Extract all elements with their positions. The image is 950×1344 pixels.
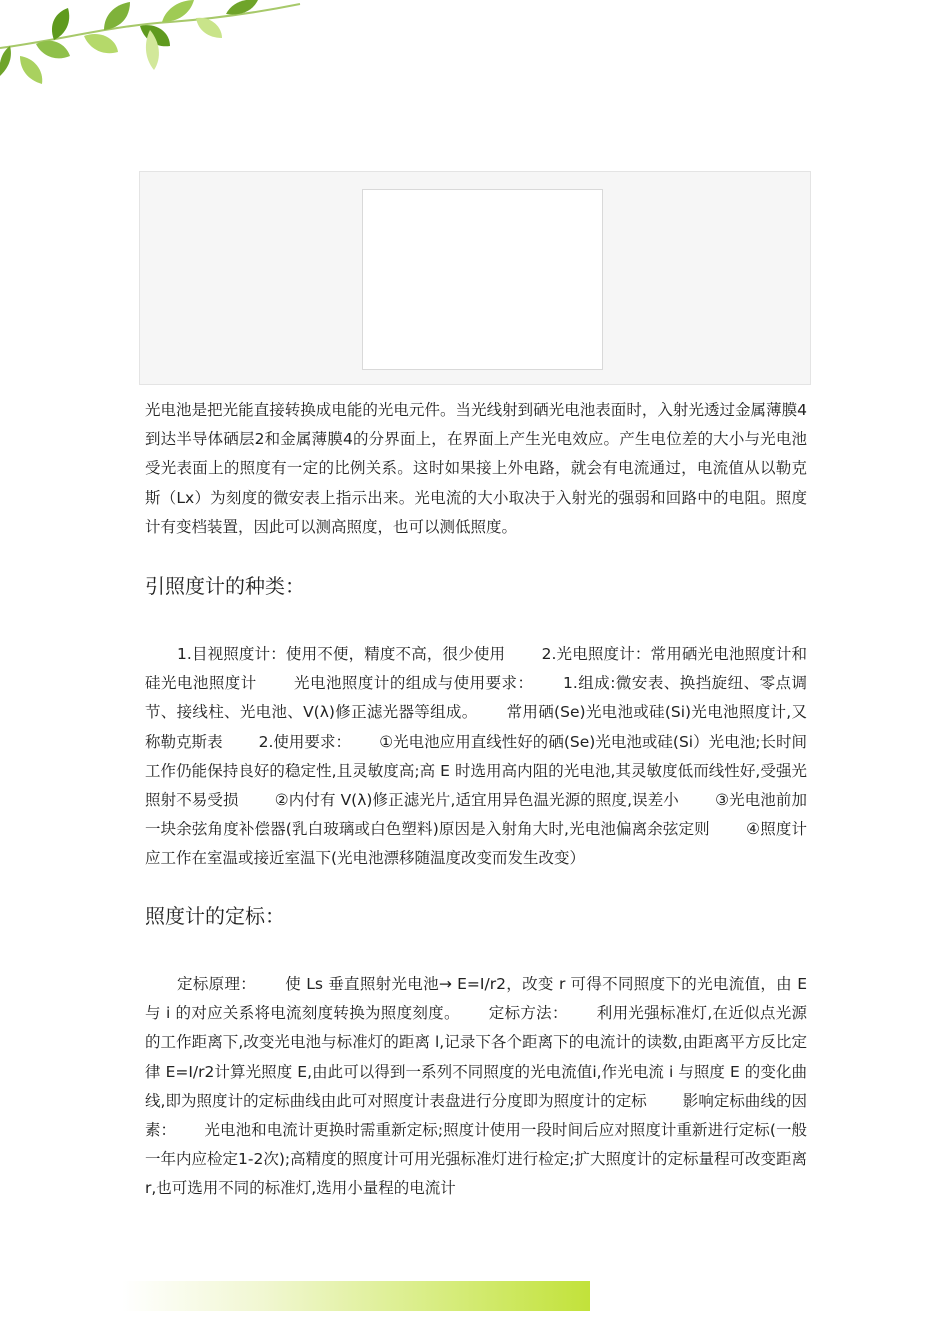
section-heading-calibration: 照度计的定标： [145, 904, 285, 928]
figure-frame [139, 171, 811, 385]
figure-image-placeholder [362, 189, 603, 370]
footer-gradient-bar [122, 1281, 590, 1311]
calibration-paragraph: 定标原理： 使 Ls 垂直照射光电池→ E=I/r2，改变 r 可得不同照度下的光电流值，由 E 与 i 的对应关系将电流刻度转换为照度刻度。 定标方法： 利用光强标准灯,在近似点光源的工作距离下,改变光电池与标准灯的距离 l,记录下各个距离下的电流计的读数,由距离平方反比定律 E=I/r2计算光照度 E,由此可以得到一系列不同照度的光电流值i,作光电流 i 与照度 E 的变化曲线,即为照度计的定标曲线由此可对照度计表盘进行分度即为照度计的定标 影响定标曲线的因素： 光电池和电流计更换时需重新定标;照度计使用一段时间后应对照度计重新进行定标(一般一年内应检定1-2次);高精度的照度计可用光强标准灯进行检定;扩大照度计的定标量程可改变距离 r,也可选用不同的标准灯,选用小量程的电流计 [145, 975, 807, 1198]
types-paragraph: 1.目视照度计：使用不便，精度不高，很少使用 2.光电照度计：常用硒光电池照度计和硅光电池照度计 光电池照度计的组成与使用要求： 1.组成:微安表、换挡旋纽、零点调节、接线柱、光电池、V(λ)修正滤光器等组成。 常用硒(Se)光电池或硅(Si)光电池照度计,又称勒克斯表 2.使用要求： ①光电池应用直线性好的硒(Se)光电池或硅(Si）光电池;长时间工作仍能保持良好的稳定性,且灵敏度高;高 E 时选用高内阻的光电池,其灵敏度低而线性好,受强光照射不易受损 ②内付有 V(λ)修正滤光片,适宜用异色温光源的照度,误差小 ③光电池前加一块余弦角度补偿器(乳白玻璃或白色塑料)原因是入射角大时,光电池偏离余弦定则 ④照度计应工作在室温或接近室温下(光电池漂移随温度改变而发生改变） [145, 645, 807, 868]
section-heading-types: 引照度计的种类： [145, 574, 305, 598]
leaves-vine-icon [0, 0, 330, 110]
intro-paragraph: 光电池是把光能直接转换成电能的光电元件。当光线射到硒光电池表面时，入射光透过金属薄膜4到达半导体硒层2和金属薄膜4的分界面上，在界面上产生光电效应。产生电位差的大小与光电池受光表面上的照度有一定的比例关系。这时如果接上外电路，就会有电流通过，电流值从以勒克斯（Lx）为刻度的微安表上指示出来。光电流的大小取决于入射光的强弱和回路中的电阻。照度计有变档装置，因此可以测高照度，也可以测低照度。 [145, 401, 807, 536]
